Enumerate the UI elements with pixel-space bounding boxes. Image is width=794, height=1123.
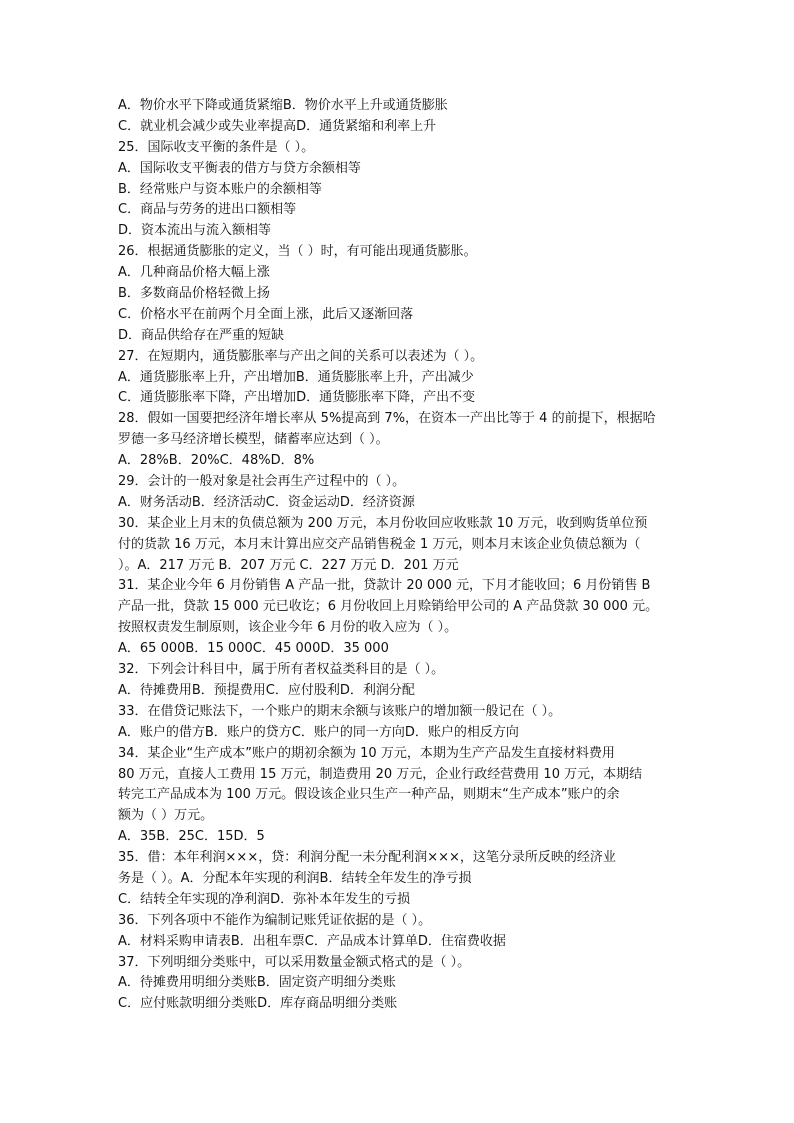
- option-line: A．材料采购申请表B．出租车票C．产品成本计算单D．住宿费收据: [118, 933, 506, 949]
- question-line: 按照权责发生制原则，该企业今年 6 月份的收入应为（ ）。: [118, 620, 458, 636]
- question-line: 31．某企业今年 6 月份销售 A 产品一批，贷款计 20 000 元，下月才能收回；6 月份销售 B: [118, 578, 651, 594]
- question-line: 80 万元，直接人工费用 15 万元，制造费用 20 万元，企业行政经营费用 10 万元，本期结: [118, 766, 643, 782]
- question-line: 32．下列会计科目中，属于所有者权益类科目的是（ ）。: [118, 662, 445, 678]
- text-line: C．就业机会减少或失业率提高D．通货紧缩和利率上升: [118, 118, 437, 134]
- option-line: A．几种商品价格大幅上涨: [118, 265, 270, 281]
- option-line: A．28%B．20%C．48%D．8%: [118, 453, 315, 469]
- option-line: D．资本流出与流入额相等: [118, 223, 272, 239]
- option-line: A．财务活动B．经济活动C．资金运动D．经济资源: [118, 494, 415, 510]
- option-line: B．经常账户与资本账户的余额相等: [118, 181, 322, 197]
- option-line: ）。A．217 万元 B．207 万元 C．227 万元 D．201 万元: [118, 557, 459, 573]
- question-line: 33．在借贷记账法下，一个账户的期末余额与该账户的增加额一般记在（ ）。: [118, 703, 562, 719]
- option-line: A．待摊费用B．预提费用C．应付股利D．利润分配: [118, 682, 415, 698]
- question-line: 25．国际收支平衡的条件是（ ）。: [118, 139, 315, 155]
- option-line: C．结转全年实现的净利润D．弥补本年发生的亏损: [118, 891, 411, 907]
- option-line: A．65 000B．15 000C．45 000D．35 000: [118, 641, 389, 657]
- question-line: 26．根据通货膨胀的定义，当（ ）时，有可能出现通货膨胀。: [118, 244, 477, 260]
- option-line: C．商品与劳务的进出口额相等: [118, 202, 297, 218]
- option-line: A．账户的借方B．账户的贷方C．账户的同一方向D．账户的相反方向: [118, 724, 519, 740]
- option-line: A．35B．25C．15D．5: [118, 829, 265, 845]
- question-line: 30．某企业上月末的负债总额为 200 万元，本月份收回应收账款 10 万元，收到购货单位预: [118, 515, 648, 531]
- option-line: C．价格水平在前两个月全面上涨，此后又逐渐回落: [118, 306, 414, 322]
- question-line: 35．借：本年利润×××，贷：利润分配一未分配利润×××，这笔分录所反映的经济业: [118, 850, 616, 866]
- option-line: A．通货膨胀率上升，产出增加B．通货膨胀率上升，产出减少: [118, 369, 474, 385]
- question-line: 产品一批，贷款 15 000 元已收讫；6 月份收回上月赊销给甲公司的 A 产品贷款 30 000 元。: [118, 599, 659, 615]
- option-line: D．商品供给存在严重的短缺: [118, 327, 285, 343]
- question-line: 36．下列各项中不能作为编制记账凭证依据的是（ ）。: [118, 912, 432, 928]
- option-line: A．国际收支平衡表的借方与贷方余额相等: [118, 160, 361, 176]
- text-line: A．物价水平下降或通货紧缩B．物价水平上升或通货膨胀: [118, 98, 448, 113]
- question-line: 27．在短期内，通货膨胀率与产出之间的关系可以表述为（ ）。: [118, 348, 484, 364]
- question-line: 29．会计的一般对象是社会再生产过程中的（ ）。: [118, 474, 406, 490]
- question-line: 罗德一多马经济增长模型，储蓄率应达到（ ）。: [118, 432, 389, 448]
- question-line: 付的货款 16 万元，本月末计算出应交产品销售税金 1 万元，则本月末该企业负债总额为（: [118, 536, 641, 552]
- question-line: 额为（ ）万元。: [118, 808, 214, 824]
- option-line: A．待摊费用明细分类账B．固定资产明细分类账: [118, 975, 396, 991]
- option-line: C．通货膨胀率下降，产出增加D．通货膨胀率下降，产出不变: [118, 390, 476, 406]
- option-line: B．多数商品价格轻微上扬: [118, 286, 270, 302]
- question-line: 转完工产品成本为 100 万元。假设该企业只生产一种产品，则期末“生产成本”账户的余: [118, 787, 620, 803]
- document-body: [118, 96, 680, 1015]
- question-line: 28．假如一国要把经济年增长率从 5%提高到 7%，在资本一产出比等于 4 的前提下，根据哈: [118, 411, 656, 427]
- option-line: 务是（ ）。A．分配本年实现的利润B．结转全年发生的净亏损: [118, 870, 472, 886]
- question-line: 34．某企业“生产成本”账户的期初余额为 10 万元，本期为生产产品发生直接材料费用: [118, 745, 615, 761]
- option-line: C．应付账款明细分类账D．库存商品明细分类账: [118, 996, 398, 1012]
- question-line: 37．下列明细分类账中，可以采用数量金额式格式的是（ ）。: [118, 954, 471, 970]
